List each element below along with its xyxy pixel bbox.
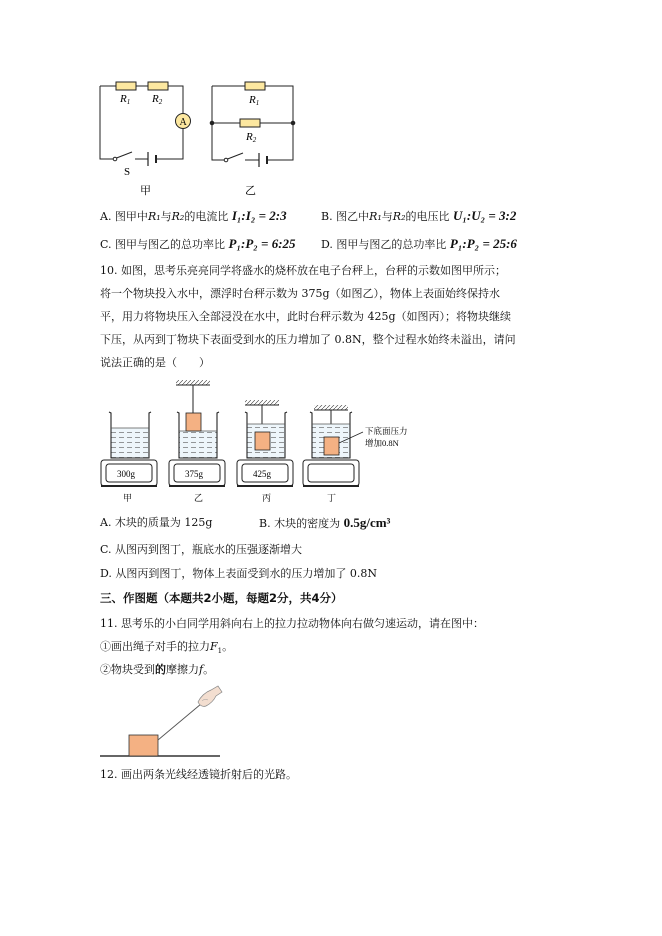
- q11-line-3: [100, 662, 214, 678]
- q10-line-1: 10. 如图，思考乐亮亮同学将盛水的烧杯放在电子台秤上，台秤的示数如图甲所示；: [100, 264, 506, 277]
- q11-line-2: [100, 639, 233, 659]
- rope-line: [158, 704, 201, 740]
- q11-l2-sub: 1: [217, 647, 223, 656]
- q11-l3-bold: 的: [155, 663, 166, 676]
- pull-figure: [98, 682, 228, 762]
- label-r1-jia: R1: [120, 93, 131, 106]
- q10-option-c: C. 从图丙到图丁，瓶底水的压强逐渐增大: [100, 543, 303, 556]
- block-bing: [255, 432, 270, 450]
- q10-option-b: [259, 515, 390, 532]
- label-r2-yi: R2: [246, 131, 257, 144]
- q9-a-ratio: I₁:I₂ = 2:3: [231, 208, 287, 223]
- q11-l3-text: ②物块受到: [100, 663, 155, 676]
- q11-l3-end: 。: [203, 663, 215, 676]
- caption-jia-beaker: 甲: [123, 493, 133, 503]
- q10-line-3: 平，用力将物块压入全部浸没在水中，此时台秤示数为 425g（如图丙）；将物块继续: [100, 310, 512, 323]
- q9-a-tail: 的电流比: [184, 210, 229, 223]
- q10-b-value: 0.5g/cm³: [343, 515, 391, 530]
- annotation-line-2: 增加0.8N: [365, 438, 399, 448]
- q10-line-4: 下压，从丙到丁物块下表面受到水的压力增加了 0.8N，整个过程水始终未溢出，请问: [100, 333, 516, 346]
- beaker-ding: [303, 405, 363, 486]
- q9-c-text: C. 图甲与图乙的总功率比: [100, 238, 226, 251]
- q9-d-text: D. 图甲与图乙的总功率比: [321, 238, 447, 251]
- q9-a-r1: R₁: [147, 210, 161, 223]
- switch-label: S: [124, 166, 131, 178]
- q9-b-r1: R₁: [369, 210, 382, 223]
- block-icon: [129, 735, 158, 756]
- q9-b-r2: R₂: [392, 210, 406, 223]
- q9-a-prefix: A. 图甲中: [100, 210, 148, 223]
- q9-a-mid: 与: [160, 210, 172, 223]
- q9-option-a: [100, 208, 287, 225]
- q11-l2-text: ①画出绳子对手的拉力: [100, 640, 210, 653]
- q9-b-ratio: U₁:U₂ = 3:2: [452, 208, 517, 223]
- label-r1-yi: R1: [249, 94, 260, 107]
- q9-a-r2: R₂: [171, 210, 185, 223]
- scale-reading-bing: 425g: [253, 469, 271, 479]
- scale-reading-yi: 375g: [185, 469, 203, 479]
- scale-reading-jia: 300g: [117, 469, 135, 479]
- q9-c-ratio: P₁:P₂ = 6:25: [228, 236, 296, 251]
- q9-d-ratio: P₁:P₂ = 25:6: [449, 236, 517, 251]
- section-heading: 三、作图题（本题共2小题，每题2分，共4分）: [100, 591, 343, 605]
- resistor-r1-yi: [245, 82, 265, 90]
- q11-line-1: 11. 思考乐的小白同学用斜向右上的拉力拉动物体向右做匀速运动，请在图中：: [100, 617, 484, 630]
- resistor-r2-yi: [240, 119, 260, 127]
- caption-yi: 乙: [245, 185, 256, 197]
- q10-line-5: 说法正确的是（ ）: [100, 356, 210, 369]
- q9-b-tail: 的电压比: [405, 210, 450, 223]
- circuit-jia: [100, 82, 191, 166]
- q10-option-d: D. 从图丙到图丁，物体上表面受到水的压力增加了 0.8N: [100, 567, 378, 580]
- switch-jia: [113, 157, 117, 161]
- beaker-figure: [95, 380, 455, 505]
- circuit-diagrams: [95, 76, 305, 201]
- q11-l2-sym: F: [210, 640, 218, 653]
- label-r2-jia: R2: [152, 93, 163, 106]
- q11-l3-sym: f: [199, 663, 204, 676]
- q10-b-text: B. 木块的密度为: [259, 517, 341, 530]
- switch-yi: [224, 158, 228, 162]
- caption-yi-beaker: 乙: [194, 493, 204, 503]
- q9-b-mid: 与: [381, 210, 393, 223]
- q9-b-prefix: B. 图乙中: [321, 210, 370, 223]
- caption-bing-beaker: 丙: [262, 493, 272, 503]
- caption-jia: 甲: [140, 185, 151, 197]
- q12-line: 12. 画出两条光线经透镜折射后的光路。: [100, 768, 297, 781]
- q9-option-b: [321, 208, 516, 225]
- q11-l2-end: 。: [222, 640, 234, 653]
- annotation-line-1: 下底面压力: [365, 426, 408, 436]
- q9-option-c: [100, 236, 296, 253]
- block-ding: [324, 437, 339, 455]
- ammeter-label: A: [179, 117, 187, 128]
- resistor-r2-jia: [148, 82, 168, 90]
- block-yi: [186, 413, 201, 431]
- caption-ding-beaker: 丁: [327, 493, 337, 503]
- q10-option-a: A. 木块的质量为 125g: [100, 516, 213, 529]
- q9-option-d: [321, 236, 517, 253]
- hand-icon: [198, 686, 222, 706]
- resistor-r1-jia: [116, 82, 136, 90]
- q10-line-2: 将一个物块投入水中，漂浮时台秤示数为 375g（如图乙），物体上表面始终保持水: [100, 287, 501, 300]
- q11-l3-rest: 摩擦力: [166, 663, 199, 676]
